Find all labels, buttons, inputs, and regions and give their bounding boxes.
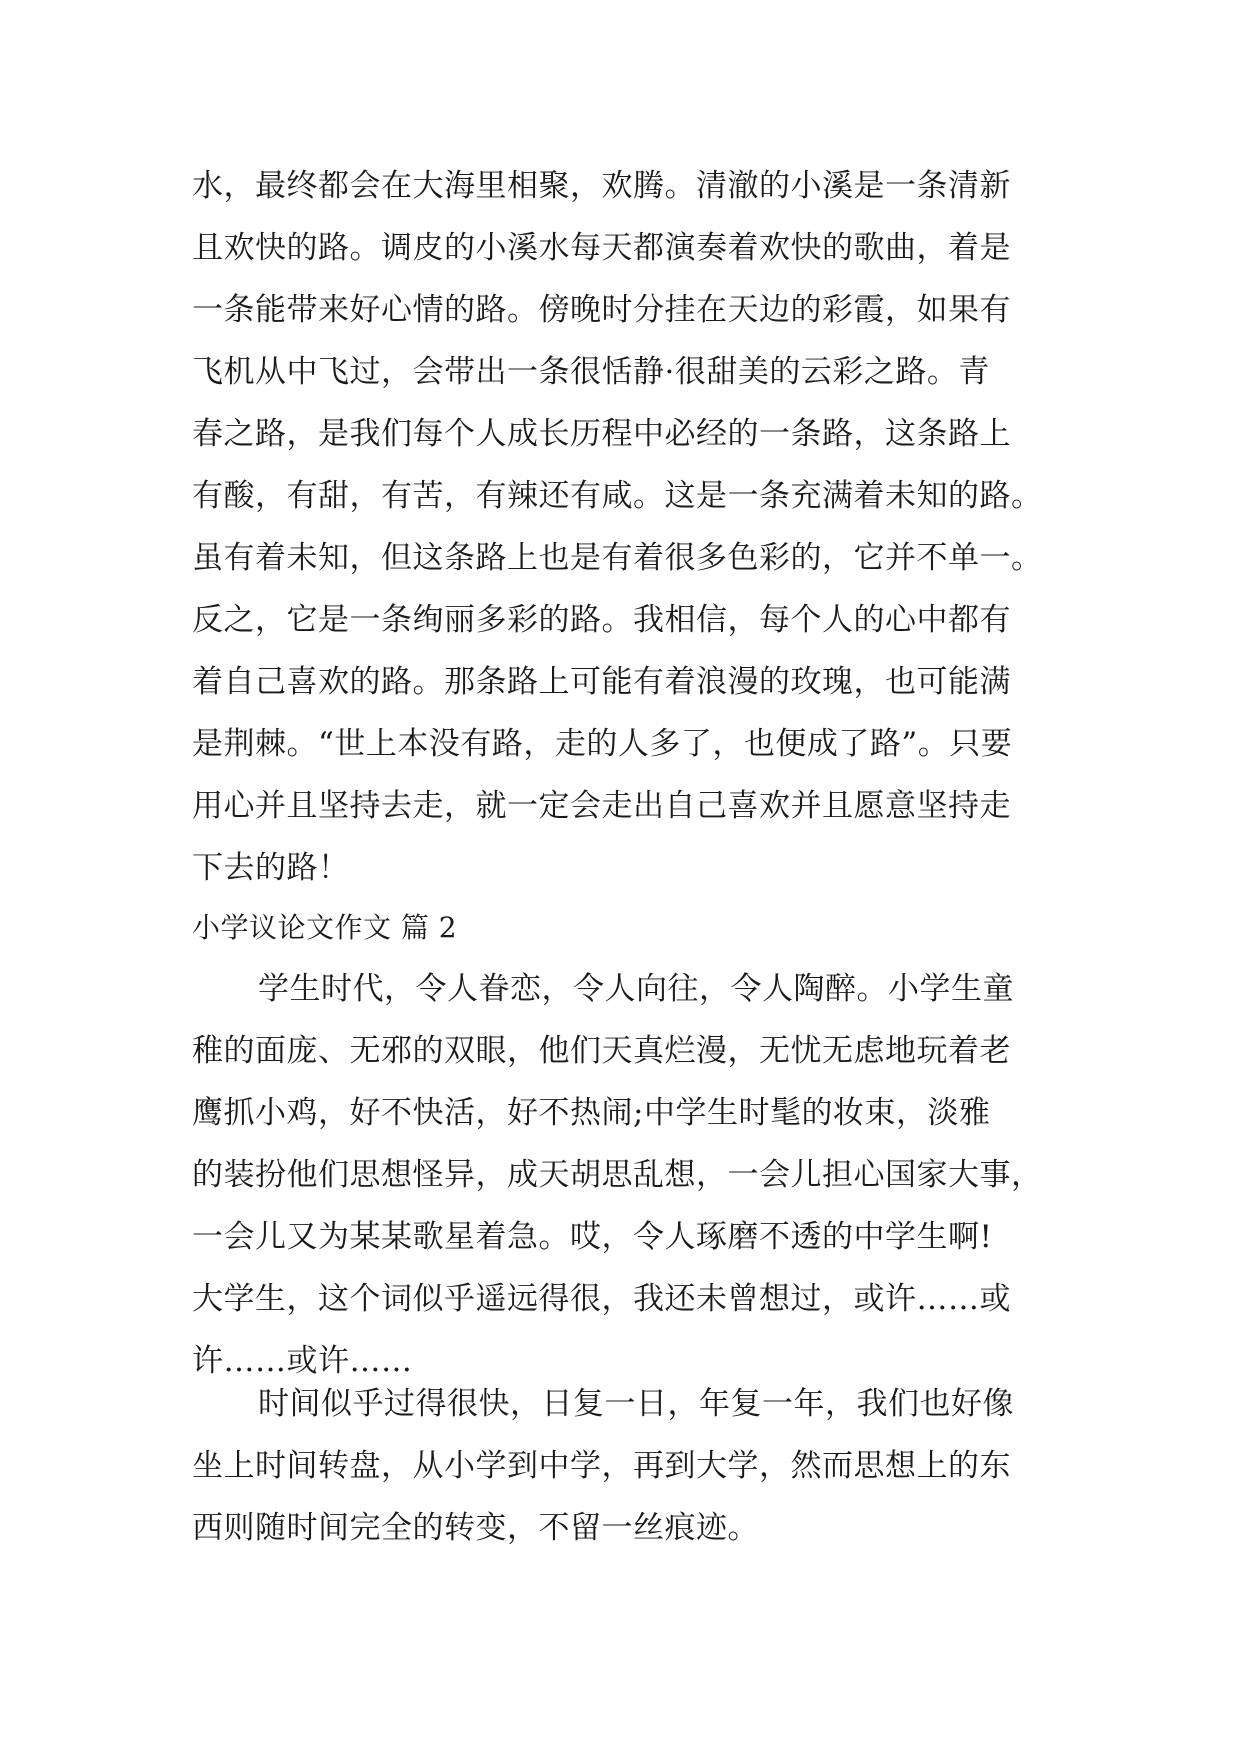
text-line: 的装扮他们思想怪异，成天胡思乱想，一会儿担心国家大事， — [192, 1157, 1043, 1193]
paragraph-2 — [192, 958, 1052, 1392]
text-line: 有酸，有甜，有苦，有辣还有咸。这是一条充满着未知的路。 — [192, 478, 1043, 514]
text-line: 下去的路！ — [192, 850, 350, 886]
text-line: 是荆棘。“世上本没有路，走的人多了，也便成了路”。只要 — [192, 726, 1013, 762]
text-line: 大学生，这个词似乎遥远得很，我还未曾想过，或许……或 — [192, 1281, 1011, 1317]
text-line: 稚的面庞、无邪的双眼，他们天真烂漫，无忧无虑地玩着老 — [192, 1033, 1011, 1069]
text-line: 许……或许…… — [192, 1343, 413, 1379]
text-line: 坐上时间转盘，从小学到中学，再到大学，然而思想上的东 — [192, 1448, 1011, 1484]
paragraph-continued — [192, 155, 1052, 899]
text-line: 春之路，是我们每个人成长历程中必经的一条路，这条路上 — [192, 416, 1011, 452]
text-line: 水，最终都会在大海里相聚，欢腾。清澈的小溪是一条清新 — [192, 168, 1011, 204]
text-line: 飞机从中飞过，会带出一条很恬静·很甜美的云彩之路。青 — [192, 354, 990, 390]
text-line: 时间似乎过得很快，日复一日，年复一年，我们也好像 — [258, 1386, 1014, 1422]
text-line: 西则随时间完全的转变，不留一丝痕迹。 — [192, 1510, 759, 1546]
text-line: 学生时代，令人眷恋，令人向往，令人陶醉。小学生童 — [258, 971, 1014, 1007]
text-line: 着自己喜欢的路。那条路上可能有着浪漫的玫瑰，也可能满 — [192, 664, 1011, 700]
text-line: 虽有着未知，但这条路上也是有着很多色彩的，它并不单一。 — [192, 540, 1043, 576]
text-line: 反之，它是一条绚丽多彩的路。我相信，每个人的心中都有 — [192, 602, 1011, 638]
text-line: 一条能带来好心情的路。傍晚时分挂在天边的彩霞，如果有 — [192, 292, 1011, 328]
text-line: 且欢快的路。调皮的小溪水每天都演奏着欢快的歌曲，着是 — [192, 230, 1011, 266]
section-heading: 小学议论文作文 篇 2 — [192, 911, 458, 944]
paragraph-3 — [192, 1373, 1052, 1559]
text-line: 一会儿又为某某歌星着急。哎，令人琢磨不透的中学生啊! — [192, 1219, 993, 1255]
text-line: 用心并且坚持去走，就一定会走出自己喜欢并且愿意坚持走 — [192, 788, 1011, 824]
text-line: 鹰抓小鸡，好不快活，好不热闹;中学生时髦的妆束，淡雅 — [192, 1095, 991, 1131]
